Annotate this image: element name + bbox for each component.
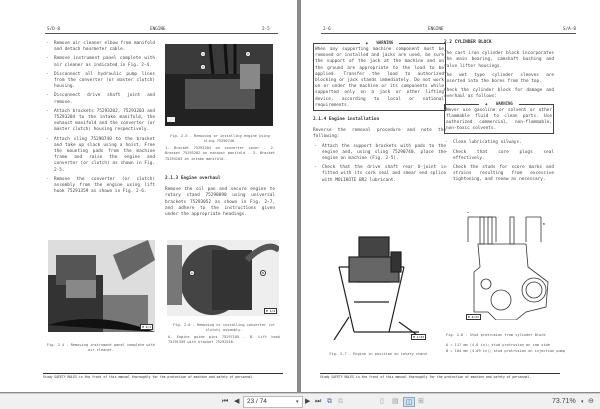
fig-2-6-legend: A. Engine guide pins 75297105 - B. Lift hook 75291359 with bracket 75292516. (168, 335, 280, 345)
warning-icon: ▲ (363, 40, 374, 45)
step: - Disconnect drive shaft joint and remove. (45, 93, 155, 105)
fig-2-4-photo (48, 240, 155, 332)
paragraph: The wet type cylinder sleeves are inserted into the bores from the top. (444, 72, 554, 85)
zoom-dropdown-icon[interactable]: ▾ (581, 399, 584, 405)
step: - Remove the converter (or clutch) assembly from the engine using lift hook 75291359 as shown in Fig. 2-6. (45, 177, 155, 196)
left-page (0, 0, 297, 392)
step: - Attach sling 75290740 to the bracket and take up slack using a hoist. Free the mounting pads from the machine frame and raise the engine and converter (or clutch) as shown in Fig. 2-5. (45, 137, 155, 174)
dim-a: A (467, 212, 469, 214)
header-right: 2-5 (262, 27, 270, 32)
right-column (444, 40, 554, 187)
fig-2-8-tag: M 4/23 (468, 315, 479, 319)
fig-2-8-legend-a: A = 117 mm (4.6 in); stud protrusion on cam side (446, 343, 550, 347)
dim-b: B (543, 222, 545, 226)
paragraph: Remove the oil pan and secure engine to rotary stand 75290090 using universal brackets 75293052 as shown in Fig. 2-7, and adhere to the instructions given under the appropriate headings. (165, 187, 275, 218)
previous-page-button[interactable]: ◀ (234, 398, 240, 405)
section-heading: 2.1.3 Engine overhaul (165, 176, 221, 181)
step: - Clean lubricating oilways. (444, 140, 554, 146)
step: - Attach brackets 75293202, 75293203 and 75293204 to the intake manifold, the exhaust manifold and the converter (or master clutch) housing respectively. (45, 109, 155, 134)
fig-2-7-drawing (329, 232, 426, 340)
fig-2-7-tag: M 1/23 (413, 335, 424, 339)
left-column (313, 40, 446, 187)
right-page (301, 0, 600, 392)
page-number-field[interactable]: 23 / 74 (243, 396, 303, 408)
warning-title: WARNING (373, 40, 396, 45)
fig-2-4-caption: Fig. 2-4 - Removing instrument panel complete with air cleaner. (46, 343, 156, 353)
fig-2-6-caption: Fig. 2-6 - Removing or installing converter (or clutch) assembly. (173, 323, 275, 333)
callout-2: 2 (247, 52, 249, 56)
warning-title: WARNING (493, 101, 516, 106)
callout-b: B (262, 271, 264, 275)
fig-2-6-tag: M 1/2 (265, 309, 275, 313)
step: - Disconnect all hydraulic pump lines from the converter (or master clutch) housing. (45, 72, 155, 91)
callout-3: 3 (202, 65, 204, 69)
step: - Check that core plugs seal effectively. (444, 150, 554, 162)
zoom-out-icon[interactable]: ⊖ (588, 398, 594, 405)
fig-2-8-drawing (466, 212, 552, 320)
viewer-toolbar (0, 393, 600, 409)
step: - Remove air cleaner elbow from manifold and detach hourmeter cable. (45, 41, 155, 53)
footer: Study SAFETY RULES in the front of this manual thoroughly for the protection of machine and safety of personnel. (43, 373, 283, 379)
header-left: 2-6 (323, 27, 331, 32)
warning-text: Never use gasoline or solvent or other flammable fluid to clean parts. Use authorized commercial, non-flammable, non-toxic solvents. (446, 107, 552, 132)
section-heading: 2.1.4 Engine installation (313, 117, 380, 123)
header-center: ENGINE (150, 27, 166, 32)
paragraph: Check the cylinder block for damage and overhaul as follows: (444, 88, 554, 100)
forward-view-icon[interactable]: ⧉ (338, 398, 343, 405)
fig-2-5-photo (165, 44, 273, 126)
first-page-button[interactable]: ⏮ (222, 398, 229, 405)
warning-box (313, 40, 446, 111)
two-page-icon[interactable]: ◫ (403, 397, 415, 407)
fig-2-4-tag: M 2/1 (141, 325, 151, 329)
footer: Study SAFETY RULES in the front of this manual thoroughly for the protection of machine and safety of personnel. (320, 373, 560, 379)
back-view-icon[interactable]: ⧉ (327, 398, 332, 405)
page-dropdown-icon[interactable]: ▾ (296, 399, 299, 405)
callout-1: 1 (202, 52, 204, 56)
section-heading: 2.2 CYLINDER BLOCK (444, 40, 492, 45)
fig-2-8-caption: Fig. 2-8 - Stud protrusion from cylinder block (446, 333, 546, 337)
paragraph: Reverse the removal procedure and note the following: (313, 128, 446, 140)
zoom-level[interactable]: 73.71% (552, 398, 576, 405)
last-page-button[interactable]: ⏭ (315, 398, 322, 405)
fig-2-6-photo (167, 240, 279, 316)
fig-2-8-legend-b: B = 104 mm (4.09 in); stud protrusion on injection pump (446, 349, 565, 353)
fig-2-5-caption: Fig. 2-5 - Removing or installing engine using sling 75290740. (170, 134, 270, 144)
continuous-page-icon[interactable]: ▤ (392, 398, 399, 405)
header-rule (45, 33, 278, 34)
step: - Check the studs for score marks and strains resulting from excessive tightening, and renew as necessary. (444, 165, 554, 184)
single-page-icon[interactable]: ▯ (380, 398, 384, 405)
paragraph: The cast iron cylinder block incorporates the main bearing, camshaft bushing and valve lifter housings. (444, 51, 554, 69)
two-page-continuous-icon[interactable]: ⊞ (418, 398, 424, 405)
next-page-button[interactable]: ▶ (305, 398, 311, 405)
warning-text: When any supporting machine component must be removed or installed and jacks are used, be sure the support of the jack at the machine and on the ground are appropriate to the load to be applied. Transfer the load to authorized blocking or jack stands immediately. Do not work on or under the machine or its components while supported only on a jack or other lifting device, according to local or national requirements. (315, 47, 444, 108)
header-right: S/A-8 (563, 27, 576, 32)
fig-2-5-legend: 1. Bracket 75293204 on converter cover - 2. Bracket 75293202 on exhaust manifold - 3. Bracket 75293203 on intake manifold. (165, 146, 275, 161)
header-center: ENGINE (428, 27, 444, 32)
warning-box (444, 100, 554, 135)
left-column (45, 41, 155, 198)
header-left: S/D-8 (47, 27, 60, 32)
callout-a: A (191, 271, 193, 275)
fig-2-7-caption: Fig. 2-7 - Engine in position on rotary stand (329, 352, 427, 356)
section-2-1-3 (165, 170, 275, 221)
step: - Check that the drive shaft rear U-joint is fitted with its cork seal and smear end splice with MOLIKOTE BR2 lubricant. (313, 165, 446, 184)
header-rule (321, 33, 576, 34)
step: - Attach the support brackets with pads to the engine and, using sling 75290740, place the engine on machine (Fig. 2-5). (313, 144, 446, 163)
warning-icon: ▲ (482, 101, 493, 106)
step: - Remove instrument panel complete with air cleaner as indicated in Fig. 2-4. (45, 56, 155, 68)
